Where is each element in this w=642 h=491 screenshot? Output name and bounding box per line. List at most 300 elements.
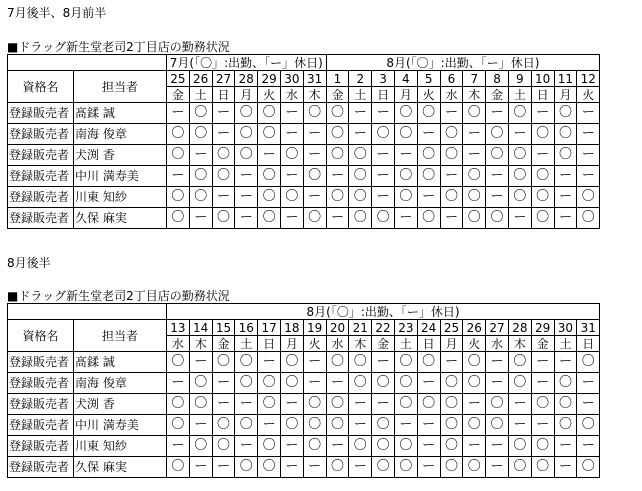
attendance-mark-cell: ー bbox=[372, 103, 395, 124]
attendance-mark-cell: ー bbox=[189, 145, 212, 166]
attendance-mark-cell: 〇 bbox=[280, 415, 303, 436]
weekday-cell: 金 bbox=[212, 336, 235, 352]
month-group-header: 7月(「〇」:出勤、「ー」休日) bbox=[167, 55, 327, 71]
attendance-mark-cell: 〇 bbox=[531, 124, 554, 145]
attendance-mark-cell: ー bbox=[303, 145, 326, 166]
attendance-mark-cell: ー bbox=[417, 373, 440, 394]
attendance-mark-cell: ー bbox=[394, 208, 417, 229]
attendance-mark-cell: 〇 bbox=[554, 145, 577, 166]
attendance-mark-cell: 〇 bbox=[258, 208, 281, 229]
attendance-mark-cell: ー bbox=[349, 457, 372, 478]
date-cell: 26 bbox=[463, 320, 486, 336]
staff-column-header: 担当者 bbox=[74, 320, 167, 352]
attendance-mark-cell: 〇 bbox=[212, 415, 235, 436]
date-cell: 27 bbox=[212, 71, 235, 87]
attendance-mark-cell: 〇 bbox=[167, 457, 190, 478]
weekday-cell: 水 bbox=[280, 87, 303, 103]
attendance-mark-cell: 〇 bbox=[326, 145, 349, 166]
attendance-mark-cell: ー bbox=[554, 352, 577, 373]
table-row bbox=[8, 352, 600, 373]
attendance-mark-cell: 〇 bbox=[212, 436, 235, 457]
attendance-mark-cell: 〇 bbox=[326, 394, 349, 415]
attendance-mark-cell: ー bbox=[189, 415, 212, 436]
qualification-cell: 登録販売者 bbox=[8, 103, 74, 124]
attendance-mark-cell: 〇 bbox=[463, 415, 486, 436]
weekday-cell: 木 bbox=[303, 87, 326, 103]
attendance-mark-cell: 〇 bbox=[440, 436, 463, 457]
attendance-mark-cell: ー bbox=[235, 166, 258, 187]
attendance-mark-cell: 〇 bbox=[440, 187, 463, 208]
attendance-mark-cell: 〇 bbox=[463, 166, 486, 187]
qualification-column-header: 資格名 bbox=[8, 320, 74, 352]
attendance-mark-cell: 〇 bbox=[258, 436, 281, 457]
period-title-1: 7月後半、8月前半 bbox=[7, 6, 107, 20]
weekday-cell: 月 bbox=[280, 336, 303, 352]
attendance-mark-cell: 〇 bbox=[235, 373, 258, 394]
date-cell: 15 bbox=[212, 320, 235, 336]
attendance-mark-cell: 〇 bbox=[577, 187, 600, 208]
attendance-mark-cell: 〇 bbox=[486, 124, 509, 145]
qualification-cell: 登録販売者 bbox=[8, 166, 74, 187]
attendance-mark-cell: ー bbox=[577, 436, 600, 457]
attendance-mark-cell: 〇 bbox=[212, 166, 235, 187]
attendance-mark-cell: ー bbox=[486, 352, 509, 373]
attendance-mark-cell: ー bbox=[577, 124, 600, 145]
attendance-mark-cell: ー bbox=[189, 457, 212, 478]
attendance-mark-cell: ー bbox=[440, 166, 463, 187]
attendance-mark-cell: ー bbox=[303, 373, 326, 394]
attendance-mark-cell: ー bbox=[349, 394, 372, 415]
weekday-cell: 土 bbox=[554, 336, 577, 352]
attendance-mark-cell: 〇 bbox=[417, 394, 440, 415]
attendance-mark-cell: 〇 bbox=[349, 436, 372, 457]
attendance-mark-cell: ー bbox=[280, 208, 303, 229]
weekday-cell: 金 bbox=[531, 336, 554, 352]
staff-name-cell: 髙鍒 誠 bbox=[74, 352, 167, 373]
date-cell: 1 bbox=[326, 71, 349, 87]
qualification-cell: 登録販売者 bbox=[8, 436, 74, 457]
table-row bbox=[8, 166, 600, 187]
attendance-mark-cell: 〇 bbox=[326, 103, 349, 124]
attendance-mark-cell: 〇 bbox=[508, 103, 531, 124]
attendance-mark-cell: 〇 bbox=[394, 394, 417, 415]
date-cell: 26 bbox=[189, 71, 212, 87]
attendance-mark-cell: 〇 bbox=[189, 124, 212, 145]
attendance-mark-cell: 〇 bbox=[372, 373, 395, 394]
attendance-mark-cell: 〇 bbox=[394, 103, 417, 124]
table-row bbox=[8, 457, 600, 478]
attendance-mark-cell: 〇 bbox=[372, 457, 395, 478]
attendance-mark-cell: 〇 bbox=[303, 415, 326, 436]
attendance-mark-cell: 〇 bbox=[167, 187, 190, 208]
attendance-mark-cell: ー bbox=[280, 394, 303, 415]
staff-name-cell: 久保 麻実 bbox=[74, 208, 167, 229]
weekday-cell: 日 bbox=[372, 87, 395, 103]
attendance-mark-cell: 〇 bbox=[554, 103, 577, 124]
attendance-mark-cell: ー bbox=[531, 415, 554, 436]
attendance-mark-cell: ー bbox=[235, 394, 258, 415]
attendance-mark-cell: ー bbox=[235, 208, 258, 229]
weekday-cell: 土 bbox=[508, 87, 531, 103]
attendance-mark-cell: ー bbox=[235, 187, 258, 208]
attendance-mark-cell: ー bbox=[486, 103, 509, 124]
attendance-mark-cell: 〇 bbox=[349, 208, 372, 229]
attendance-mark-cell: 〇 bbox=[508, 187, 531, 208]
attendance-mark-cell: 〇 bbox=[235, 145, 258, 166]
attendance-mark-cell: ー bbox=[577, 373, 600, 394]
attendance-mark-cell: ー bbox=[167, 436, 190, 457]
weekday-cell: 金 bbox=[326, 87, 349, 103]
table-row bbox=[8, 103, 600, 124]
date-cell: 4 bbox=[394, 71, 417, 87]
weekday-cell: 土 bbox=[189, 87, 212, 103]
attendance-mark-cell: 〇 bbox=[531, 208, 554, 229]
attendance-mark-cell: ー bbox=[258, 415, 281, 436]
period-title-2: 8月後半 bbox=[7, 256, 51, 270]
attendance-mark-cell: ー bbox=[577, 394, 600, 415]
attendance-mark-cell: ー bbox=[372, 394, 395, 415]
staff-column-header: 担当者 bbox=[74, 71, 167, 103]
attendance-mark-cell: 〇 bbox=[394, 166, 417, 187]
attendance-mark-cell: ー bbox=[326, 208, 349, 229]
weekday-cell: 月 bbox=[394, 87, 417, 103]
staff-name-cell: 犬渕 香 bbox=[74, 394, 167, 415]
date-cell: 11 bbox=[554, 71, 577, 87]
date-row bbox=[8, 71, 600, 87]
attendance-mark-cell: 〇 bbox=[463, 187, 486, 208]
attendance-mark-cell: 〇 bbox=[235, 457, 258, 478]
attendance-mark-cell: ー bbox=[167, 166, 190, 187]
weekday-cell: 金 bbox=[372, 336, 395, 352]
date-cell: 25 bbox=[167, 71, 190, 87]
attendance-mark-cell: ー bbox=[440, 352, 463, 373]
date-cell: 29 bbox=[531, 320, 554, 336]
attendance-mark-cell: 〇 bbox=[554, 415, 577, 436]
attendance-mark-cell: 〇 bbox=[508, 352, 531, 373]
weekday-cell: 水 bbox=[167, 336, 190, 352]
attendance-mark-cell: 〇 bbox=[463, 457, 486, 478]
attendance-mark-cell: 〇 bbox=[167, 124, 190, 145]
attendance-mark-cell: ー bbox=[394, 415, 417, 436]
attendance-mark-cell: 〇 bbox=[303, 208, 326, 229]
staff-name-cell: 犬渕 香 bbox=[74, 145, 167, 166]
attendance-mark-cell: ー bbox=[303, 187, 326, 208]
attendance-mark-cell: ー bbox=[280, 124, 303, 145]
attendance-mark-cell: ー bbox=[463, 436, 486, 457]
attendance-mark-cell: ー bbox=[417, 457, 440, 478]
attendance-mark-cell: ー bbox=[280, 436, 303, 457]
date-cell: 29 bbox=[258, 71, 281, 87]
attendance-mark-cell: ー bbox=[280, 457, 303, 478]
attendance-mark-cell: ー bbox=[326, 166, 349, 187]
weekday-cell: 木 bbox=[349, 336, 372, 352]
weekday-cell: 日 bbox=[212, 87, 235, 103]
attendance-mark-cell: ー bbox=[531, 103, 554, 124]
attendance-mark-cell: 〇 bbox=[258, 124, 281, 145]
attendance-mark-cell: 〇 bbox=[577, 208, 600, 229]
attendance-mark-cell: ー bbox=[280, 166, 303, 187]
weekday-cell: 水 bbox=[440, 87, 463, 103]
attendance-mark-cell: 〇 bbox=[417, 208, 440, 229]
attendance-mark-cell: 〇 bbox=[258, 394, 281, 415]
attendance-mark-cell: ー bbox=[463, 145, 486, 166]
attendance-mark-cell: ー bbox=[440, 208, 463, 229]
attendance-mark-cell: ー bbox=[326, 436, 349, 457]
attendance-mark-cell: 〇 bbox=[372, 436, 395, 457]
attendance-mark-cell: 〇 bbox=[463, 373, 486, 394]
attendance-mark-cell: ー bbox=[554, 208, 577, 229]
attendance-mark-cell: 〇 bbox=[486, 394, 509, 415]
attendance-mark-cell: 〇 bbox=[508, 457, 531, 478]
date-cell: 17 bbox=[258, 320, 281, 336]
attendance-mark-cell: 〇 bbox=[577, 415, 600, 436]
weekday-cell: 木 bbox=[189, 336, 212, 352]
attendance-mark-cell: 〇 bbox=[577, 352, 600, 373]
attendance-mark-cell: 〇 bbox=[349, 187, 372, 208]
attendance-mark-cell: 〇 bbox=[189, 103, 212, 124]
attendance-mark-cell: 〇 bbox=[258, 187, 281, 208]
table-row bbox=[8, 187, 600, 208]
staff-name-cell: 川東 知紗 bbox=[74, 436, 167, 457]
weekday-cell: 土 bbox=[349, 87, 372, 103]
attendance-mark-cell: 〇 bbox=[212, 352, 235, 373]
attendance-mark-cell: 〇 bbox=[531, 436, 554, 457]
date-cell: 18 bbox=[280, 320, 303, 336]
attendance-mark-cell: ー bbox=[508, 415, 531, 436]
attendance-mark-cell: ー bbox=[349, 124, 372, 145]
attendance-mark-cell: ー bbox=[486, 457, 509, 478]
weekday-cell: 月 bbox=[554, 87, 577, 103]
attendance-mark-cell: ー bbox=[212, 187, 235, 208]
attendance-mark-cell: 〇 bbox=[508, 436, 531, 457]
attendance-mark-cell: ー bbox=[303, 457, 326, 478]
attendance-mark-cell: 〇 bbox=[303, 103, 326, 124]
attendance-mark-cell: 〇 bbox=[394, 457, 417, 478]
date-cell: 25 bbox=[440, 320, 463, 336]
qualification-cell: 登録販売者 bbox=[8, 457, 74, 478]
attendance-mark-cell: 〇 bbox=[372, 208, 395, 229]
weekday-cell: 月 bbox=[235, 87, 258, 103]
attendance-mark-cell: 〇 bbox=[167, 145, 190, 166]
date-cell: 31 bbox=[577, 320, 600, 336]
attendance-mark-cell: ー bbox=[372, 352, 395, 373]
weekday-cell: 木 bbox=[508, 336, 531, 352]
attendance-mark-cell: ー bbox=[440, 103, 463, 124]
attendance-mark-cell: ー bbox=[394, 145, 417, 166]
staff-name-cell: 髙鍒 誠 bbox=[74, 103, 167, 124]
attendance-mark-cell: 〇 bbox=[508, 166, 531, 187]
attendance-mark-cell: 〇 bbox=[577, 457, 600, 478]
attendance-mark-cell: 〇 bbox=[326, 415, 349, 436]
attendance-mark-cell: 〇 bbox=[417, 145, 440, 166]
attendance-mark-cell: ー bbox=[486, 166, 509, 187]
weekday-cell: 火 bbox=[577, 87, 600, 103]
attendance-mark-cell: 〇 bbox=[463, 103, 486, 124]
table-row bbox=[8, 394, 600, 415]
date-cell: 13 bbox=[167, 320, 190, 336]
attendance-mark-cell: 〇 bbox=[303, 394, 326, 415]
qualification-cell: 登録販売者 bbox=[8, 187, 74, 208]
attendance-mark-cell: 〇 bbox=[280, 352, 303, 373]
qualification-cell: 登録販売者 bbox=[8, 394, 74, 415]
attendance-mark-cell: ー bbox=[212, 457, 235, 478]
attendance-mark-cell: 〇 bbox=[235, 352, 258, 373]
attendance-mark-cell: ー bbox=[167, 373, 190, 394]
attendance-mark-cell: 〇 bbox=[167, 352, 190, 373]
attendance-mark-cell: 〇 bbox=[486, 145, 509, 166]
attendance-mark-cell: ー bbox=[372, 187, 395, 208]
attendance-mark-cell: 〇 bbox=[554, 124, 577, 145]
attendance-mark-cell: ー bbox=[417, 187, 440, 208]
attendance-mark-cell: ー bbox=[258, 145, 281, 166]
attendance-mark-cell: ー bbox=[167, 103, 190, 124]
attendance-mark-cell: ー bbox=[417, 415, 440, 436]
date-cell: 28 bbox=[235, 71, 258, 87]
weekday-cell: 金 bbox=[167, 87, 190, 103]
attendance-mark-cell: 〇 bbox=[280, 145, 303, 166]
staff-name-cell: 川東 知紗 bbox=[74, 187, 167, 208]
attendance-mark-cell: 〇 bbox=[349, 373, 372, 394]
date-cell: 8 bbox=[486, 71, 509, 87]
attendance-mark-cell: 〇 bbox=[167, 394, 190, 415]
attendance-mark-cell: ー bbox=[531, 373, 554, 394]
date-cell: 23 bbox=[394, 320, 417, 336]
attendance-mark-cell: 〇 bbox=[280, 187, 303, 208]
attendance-mark-cell: ー bbox=[531, 352, 554, 373]
staff-name-cell: 中川 満寿美 bbox=[74, 166, 167, 187]
attendance-mark-cell: 〇 bbox=[258, 166, 281, 187]
month-group-header: 8月(「〇」:出勤、「ー」休日) bbox=[167, 304, 600, 320]
attendance-mark-cell: 〇 bbox=[508, 145, 531, 166]
attendance-mark-cell: ー bbox=[189, 208, 212, 229]
qualification-cell: 登録販売者 bbox=[8, 145, 74, 166]
attendance-mark-cell: 〇 bbox=[440, 373, 463, 394]
attendance-mark-cell: 〇 bbox=[440, 145, 463, 166]
attendance-mark-cell: ー bbox=[212, 124, 235, 145]
attendance-mark-cell: ー bbox=[463, 394, 486, 415]
attendance-mark-cell: 〇 bbox=[189, 436, 212, 457]
attendance-mark-cell: ー bbox=[508, 394, 531, 415]
attendance-mark-cell: ー bbox=[349, 103, 372, 124]
schedule-table-1 bbox=[7, 54, 600, 229]
attendance-mark-cell: 〇 bbox=[440, 394, 463, 415]
attendance-mark-cell: ー bbox=[372, 145, 395, 166]
date-cell: 10 bbox=[531, 71, 554, 87]
attendance-mark-cell: 〇 bbox=[531, 457, 554, 478]
staff-name-cell: 中川 満寿美 bbox=[74, 415, 167, 436]
date-cell: 5 bbox=[417, 71, 440, 87]
attendance-mark-cell: ー bbox=[577, 103, 600, 124]
attendance-mark-cell: ー bbox=[486, 373, 509, 394]
attendance-mark-cell: 〇 bbox=[326, 457, 349, 478]
attendance-mark-cell: 〇 bbox=[372, 124, 395, 145]
attendance-mark-cell: 〇 bbox=[189, 373, 212, 394]
weekday-cell: 火 bbox=[258, 87, 281, 103]
attendance-mark-cell: ー bbox=[349, 415, 372, 436]
attendance-mark-cell: 〇 bbox=[326, 124, 349, 145]
attendance-mark-cell: ー bbox=[280, 103, 303, 124]
top-left-cell bbox=[8, 304, 167, 320]
weekday-cell: 日 bbox=[258, 336, 281, 352]
date-cell: 12 bbox=[577, 71, 600, 87]
attendance-mark-cell: 〇 bbox=[189, 187, 212, 208]
table-row bbox=[8, 436, 600, 457]
attendance-mark-cell: ー bbox=[486, 187, 509, 208]
attendance-mark-cell: 〇 bbox=[394, 124, 417, 145]
staff-name-cell: 南海 俊章 bbox=[74, 373, 167, 394]
attendance-mark-cell: 〇 bbox=[303, 166, 326, 187]
date-cell: 21 bbox=[349, 320, 372, 336]
attendance-mark-cell: 〇 bbox=[486, 208, 509, 229]
attendance-mark-cell: 〇 bbox=[280, 373, 303, 394]
attendance-mark-cell: ー bbox=[212, 394, 235, 415]
attendance-mark-cell: ー bbox=[508, 208, 531, 229]
month-group-header: 8月(「〇」:出勤、「ー」休日) bbox=[326, 55, 600, 71]
attendance-mark-cell: 〇 bbox=[326, 187, 349, 208]
table-heading-2: ■ドラッグ新生堂老司2丁目店の勤務状況 bbox=[7, 289, 230, 303]
weekday-cell: 日 bbox=[577, 336, 600, 352]
attendance-mark-cell: 〇 bbox=[440, 415, 463, 436]
qualification-cell: 登録販売者 bbox=[8, 373, 74, 394]
attendance-mark-cell: 〇 bbox=[554, 394, 577, 415]
weekday-cell: 水 bbox=[326, 336, 349, 352]
attendance-mark-cell: 〇 bbox=[417, 352, 440, 373]
attendance-mark-cell: 〇 bbox=[394, 373, 417, 394]
table-row bbox=[8, 373, 600, 394]
attendance-mark-cell: 〇 bbox=[258, 373, 281, 394]
qualification-column-header: 資格名 bbox=[8, 71, 74, 103]
attendance-mark-cell: ー bbox=[554, 187, 577, 208]
weekday-cell: 金 bbox=[486, 87, 509, 103]
attendance-mark-cell: 〇 bbox=[189, 166, 212, 187]
attendance-mark-cell: 〇 bbox=[235, 103, 258, 124]
attendance-mark-cell: ー bbox=[577, 145, 600, 166]
attendance-mark-cell: ー bbox=[531, 145, 554, 166]
attendance-mark-cell: 〇 bbox=[235, 415, 258, 436]
attendance-mark-cell: 〇 bbox=[394, 187, 417, 208]
date-cell: 28 bbox=[508, 320, 531, 336]
attendance-mark-cell: 〇 bbox=[258, 457, 281, 478]
date-cell: 9 bbox=[508, 71, 531, 87]
attendance-mark-cell: 〇 bbox=[303, 436, 326, 457]
attendance-mark-cell: ー bbox=[417, 436, 440, 457]
attendance-mark-cell: ー bbox=[372, 166, 395, 187]
attendance-mark-cell: 〇 bbox=[212, 145, 235, 166]
table-row bbox=[8, 415, 600, 436]
schedule-table-2 bbox=[7, 303, 600, 478]
attendance-mark-cell: ー bbox=[554, 457, 577, 478]
attendance-mark-cell: 〇 bbox=[417, 166, 440, 187]
qualification-cell: 登録販売者 bbox=[8, 415, 74, 436]
date-cell: 30 bbox=[554, 320, 577, 336]
date-cell: 22 bbox=[372, 320, 395, 336]
attendance-mark-cell: 〇 bbox=[486, 415, 509, 436]
attendance-mark-cell: 〇 bbox=[394, 436, 417, 457]
date-cell: 7 bbox=[463, 71, 486, 87]
weekday-cell: 木 bbox=[463, 87, 486, 103]
attendance-mark-cell: 〇 bbox=[417, 103, 440, 124]
attendance-mark-cell: 〇 bbox=[326, 352, 349, 373]
attendance-mark-cell: 〇 bbox=[554, 373, 577, 394]
attendance-mark-cell: 〇 bbox=[189, 394, 212, 415]
date-cell: 31 bbox=[303, 71, 326, 87]
attendance-mark-cell: 〇 bbox=[258, 103, 281, 124]
attendance-mark-cell: ー bbox=[417, 124, 440, 145]
attendance-mark-cell: 〇 bbox=[235, 124, 258, 145]
attendance-mark-cell: ー bbox=[212, 373, 235, 394]
attendance-mark-cell: ー bbox=[189, 352, 212, 373]
date-cell: 20 bbox=[326, 320, 349, 336]
